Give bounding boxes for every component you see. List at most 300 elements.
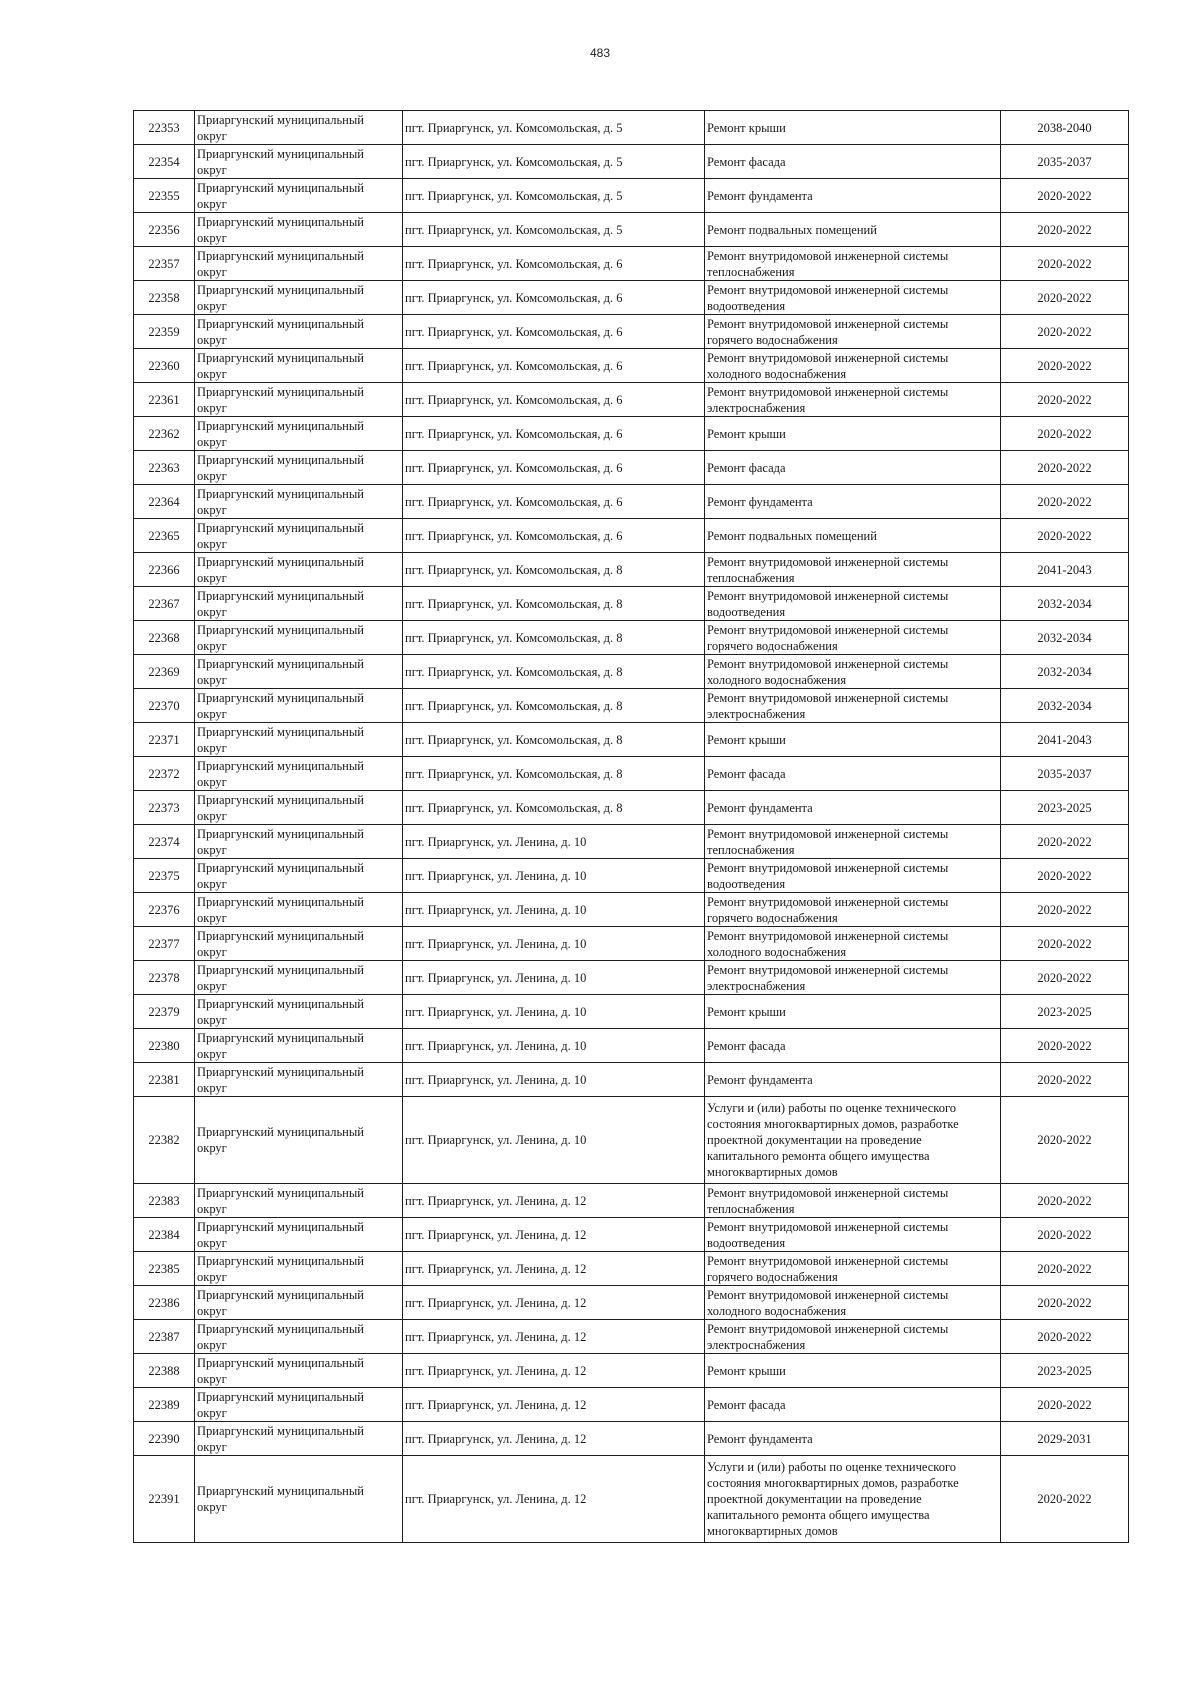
district-cell [195,417,403,451]
address-cell-text: пгт. Приаргунск, ул. Комсомольская, д. 5 [405,120,623,135]
district-cell-text: Приаргунский муниципальный округ [197,350,364,381]
district-cell-text: Приаргунский муниципальный округ [197,860,364,891]
address-cell-text: пгт. Приаргунск, ул. Ленина, д. 12 [405,1261,587,1276]
district-cell [195,1320,403,1354]
period-cell [1001,1252,1129,1286]
district-cell [195,553,403,587]
period-cell [1001,1218,1129,1252]
address-cell [403,825,705,859]
work-type-cell [705,587,1001,621]
district-cell-text: Приаргунский муниципальный округ [197,452,364,483]
district-cell-text: Приаргунский муниципальный округ [197,282,364,313]
period-cell [1001,893,1129,927]
work-type-cell-text: Ремонт фасада [707,154,786,169]
address-cell [403,1184,705,1218]
row-number [134,1286,195,1320]
work-type-cell-text: Ремонт крыши [707,426,786,441]
address-cell-text: пгт. Приаргунск, ул. Комсомольская, д. 8 [405,562,623,577]
district-cell-text: Приаргунский муниципальный округ [197,1185,364,1216]
address-cell [403,1252,705,1286]
address-cell-text: пгт. Приаргунск, ул. Ленина, д. 12 [405,1193,587,1208]
period-cell-text: 2029-2031 [1037,1431,1092,1446]
district-cell [195,247,403,281]
district-cell-text: Приаргунский муниципальный округ [197,996,364,1027]
row-number-text: 22383 [148,1193,180,1208]
row-number [134,1029,195,1063]
period-cell [1001,961,1129,995]
district-cell [195,179,403,213]
district-cell-text: Приаргунский муниципальный округ [197,248,364,279]
work-type-cell [705,1456,1001,1543]
period-cell-text: 2020-2022 [1037,1038,1092,1053]
district-cell-text: Приаргунский муниципальный округ [197,724,364,755]
row-number-text: 22380 [148,1038,180,1053]
work-type-cell-text: Ремонт подвальных помещений [707,222,877,237]
work-type-cell [705,519,1001,553]
district-cell [195,1097,403,1184]
district-cell [195,723,403,757]
address-cell [403,1218,705,1252]
address-cell-text: пгт. Приаргунск, ул. Ленина, д. 12 [405,1227,587,1242]
table-row [134,1218,1129,1252]
row-number [134,247,195,281]
table-row [134,1354,1129,1388]
district-cell [195,1029,403,1063]
row-number [134,587,195,621]
district-cell [195,1218,403,1252]
row-number-text: 22354 [148,154,180,169]
address-cell-text: пгт. Приаргунск, ул. Ленина, д. 10 [405,936,587,951]
work-type-cell [705,247,1001,281]
row-number [134,519,195,553]
work-type-cell [705,757,1001,791]
period-cell [1001,1063,1129,1097]
address-cell [403,281,705,315]
row-number-text: 22356 [148,222,180,237]
work-type-cell-text: Ремонт фасада [707,766,786,781]
row-number-text: 22382 [148,1133,180,1147]
work-type-cell [705,689,1001,723]
period-cell-text: 2032-2034 [1037,698,1092,713]
row-number [134,1252,195,1286]
row-number-text: 22376 [148,902,180,917]
district-cell [195,1354,403,1388]
period-cell-text: 2020-2022 [1037,290,1092,305]
district-cell [195,111,403,145]
address-cell-text: пгт. Приаргунск, ул. Комсомольская, д. 6 [405,426,623,441]
work-type-cell [705,1252,1001,1286]
district-cell-text: Приаргунский муниципальный округ [197,180,364,211]
address-cell-text: пгт. Приаргунск, ул. Ленина, д. 12 [405,1363,587,1378]
row-number-text: 22379 [148,1004,180,1019]
period-cell [1001,519,1129,553]
period-cell [1001,1388,1129,1422]
period-cell-text: 2023-2025 [1037,800,1092,815]
work-type-cell-text: Ремонт внутридомовой инженерной системы холодного водоснабжения [707,1287,949,1318]
district-cell-text: Приаргунский муниципальный округ [197,316,364,347]
period-cell [1001,1029,1129,1063]
work-type-cell [705,281,1001,315]
address-cell-text: пгт. Приаргунск, ул. Комсомольская, д. 6 [405,528,623,543]
row-number [134,1184,195,1218]
work-type-cell [705,723,1001,757]
period-cell-text: 2020-2022 [1037,426,1092,441]
row-number [134,893,195,927]
district-cell-text: Приаргунский муниципальный округ [197,1287,364,1318]
address-cell [403,111,705,145]
address-cell-text: пгт. Приаргунск, ул. Ленина, д. 12 [405,1492,587,1506]
district-cell-text: Приаргунский муниципальный округ [197,214,364,245]
row-number-text: 22372 [148,766,180,781]
district-cell [195,995,403,1029]
district-cell [195,145,403,179]
table-row [134,757,1129,791]
work-type-cell-text: Ремонт внутридомовой инженерной системы теплоснабжения [707,826,949,857]
period-cell-text: 2032-2034 [1037,596,1092,611]
work-type-cell [705,825,1001,859]
period-cell-text: 2020-2022 [1037,1193,1092,1208]
period-cell [1001,859,1129,893]
table-row [134,995,1129,1029]
period-cell-text: 2020-2022 [1037,358,1092,373]
address-cell [403,757,705,791]
address-cell [403,1029,705,1063]
work-type-cell-text: Ремонт фундамента [707,494,813,509]
district-cell-text: Приаргунский муниципальный округ [197,1219,364,1250]
district-cell [195,757,403,791]
row-number-text: 22355 [148,188,180,203]
row-number [134,1354,195,1388]
row-number-text: 22370 [148,698,180,713]
period-cell [1001,1422,1129,1456]
row-number-text: 22378 [148,970,180,985]
work-type-cell-text: Ремонт внутридомовой инженерной системы водоотведения [707,588,949,619]
row-number-text: 22366 [148,562,180,577]
district-cell-text: Приаргунский муниципальный округ [197,690,364,721]
period-cell-text: 2035-2037 [1037,154,1092,169]
district-cell-text: Приаргунский муниципальный округ [197,486,364,517]
period-cell-text: 2020-2022 [1037,256,1092,271]
work-type-cell-text: Ремонт фасада [707,460,786,475]
address-cell [403,213,705,247]
period-cell [1001,1456,1129,1543]
row-number [134,213,195,247]
row-number-text: 22386 [148,1295,180,1310]
row-number-text: 22377 [148,936,180,951]
work-type-cell-text: Ремонт фундамента [707,1072,813,1087]
work-type-cell [705,349,1001,383]
period-cell [1001,145,1129,179]
address-cell-text: пгт. Приаргунск, ул. Комсомольская, д. 6 [405,494,623,509]
table-row [134,1184,1129,1218]
work-type-cell-text: Ремонт фундамента [707,1431,813,1446]
period-cell [1001,1097,1129,1184]
work-schedule-table [133,110,1129,1543]
row-number-text: 22369 [148,664,180,679]
row-number [134,145,195,179]
row-number-text: 22368 [148,630,180,645]
work-type-cell [705,961,1001,995]
period-cell [1001,417,1129,451]
district-cell-text: Приаргунский муниципальный округ [197,1389,364,1420]
period-cell-text: 2038-2040 [1037,120,1092,135]
period-cell [1001,723,1129,757]
row-number-text: 22384 [148,1227,180,1242]
row-number [134,689,195,723]
work-type-cell [705,791,1001,825]
district-cell-text: Приаргунский муниципальный округ [197,758,364,789]
work-type-cell [705,179,1001,213]
district-cell [195,349,403,383]
period-cell [1001,451,1129,485]
address-cell [403,655,705,689]
work-type-cell-text: Ремонт внутридомовой инженерной системы горячего водоснабжения [707,622,949,653]
period-cell [1001,621,1129,655]
address-cell [403,927,705,961]
period-cell [1001,553,1129,587]
period-cell-text: 2020-2022 [1037,1295,1092,1310]
address-cell [403,1286,705,1320]
page-number: 483 [589,46,611,60]
district-cell [195,383,403,417]
address-cell-text: пгт. Приаргунск, ул. Комсомольская, д. 5 [405,154,623,169]
address-cell-text: пгт. Приаргунск, ул. Комсомольская, д. 5 [405,222,623,237]
table-row [134,1286,1129,1320]
work-type-cell-text: Ремонт крыши [707,1004,786,1019]
row-number-text: 22363 [148,460,180,475]
table-row [134,315,1129,349]
work-type-cell [705,859,1001,893]
work-type-cell-text: Ремонт фасада [707,1397,786,1412]
row-number [134,995,195,1029]
table-row [134,1388,1129,1422]
period-cell-text: 2023-2025 [1037,1004,1092,1019]
period-cell-text: 2041-2043 [1037,732,1092,747]
period-cell [1001,791,1129,825]
district-cell [195,1184,403,1218]
district-cell [195,1388,403,1422]
work-type-cell-text: Ремонт внутридомовой инженерной системы холодного водоснабжения [707,350,949,381]
work-type-cell-text: Ремонт внутридомовой инженерной системы горячего водоснабжения [707,1253,949,1284]
table-row [134,553,1129,587]
address-cell-text: пгт. Приаргунск, ул. Комсомольская, д. 5 [405,188,623,203]
district-cell-text: Приаргунский муниципальный округ [197,1355,364,1386]
table-row [134,1422,1129,1456]
period-cell-text: 2023-2025 [1037,1363,1092,1378]
period-cell-text: 2020-2022 [1037,392,1092,407]
work-type-cell-text: Ремонт внутридомовой инженерной системы горячего водоснабжения [707,894,949,925]
work-type-cell-text: Ремонт внутридомовой инженерной системы теплоснабжения [707,554,949,585]
district-cell [195,451,403,485]
district-cell [195,621,403,655]
district-cell-text: Приаргунский муниципальный округ [197,554,364,585]
district-cell [195,1422,403,1456]
table-row [134,145,1129,179]
period-cell-text: 2020-2022 [1037,1261,1092,1276]
address-cell [403,1320,705,1354]
work-type-cell-text: Ремонт внутридомовой инженерной системы холодного водоснабжения [707,928,949,959]
work-type-cell [705,213,1001,247]
row-number [134,859,195,893]
district-cell [195,1063,403,1097]
district-cell-text: Приаргунский муниципальный округ [197,384,364,415]
row-number-text: 22385 [148,1261,180,1276]
table-row [134,281,1129,315]
district-cell [195,791,403,825]
period-cell [1001,281,1129,315]
row-number [134,281,195,315]
row-number [134,791,195,825]
row-number [134,961,195,995]
period-cell [1001,689,1129,723]
district-cell-text: Приаргунский муниципальный округ [197,146,364,177]
address-cell-text: пгт. Приаргунск, ул. Ленина, д. 10 [405,902,587,917]
address-cell [403,451,705,485]
address-cell [403,1354,705,1388]
row-number-text: 22390 [148,1431,180,1446]
work-type-cell-text: Ремонт фасада [707,1038,786,1053]
address-cell-text: пгт. Приаргунск, ул. Комсомольская, д. 6 [405,460,623,475]
row-number-text: 22359 [148,324,180,339]
address-cell [403,1097,705,1184]
district-cell-text: Приаргунский муниципальный округ [197,928,364,959]
address-cell [403,689,705,723]
period-cell-text: 2020-2022 [1037,324,1092,339]
district-cell [195,927,403,961]
work-type-cell-text: Ремонт внутридомовой инженерной системы электроснабжения [707,384,949,415]
work-type-cell-text: Ремонт внутридомовой инженерной системы теплоснабжения [707,1185,949,1216]
row-number-text: 22373 [148,800,180,815]
period-cell [1001,655,1129,689]
table-row [134,417,1129,451]
table-row [134,1063,1129,1097]
row-number-text: 22374 [148,834,180,849]
period-cell-text: 2020-2022 [1037,970,1092,985]
work-type-cell-text: Ремонт крыши [707,732,786,747]
period-cell [1001,349,1129,383]
table-row [134,179,1129,213]
address-cell-text: пгт. Приаргунск, ул. Комсомольская, д. 6 [405,324,623,339]
table-row [134,859,1129,893]
row-number [134,825,195,859]
row-number [134,111,195,145]
row-number-text: 22362 [148,426,180,441]
district-cell [195,655,403,689]
district-cell-text: Приаргунский муниципальный округ [197,894,364,925]
work-type-cell-text: Ремонт фундамента [707,188,813,203]
address-cell [403,1388,705,1422]
work-type-cell-text: Ремонт внутридомовой инженерной системы электроснабжения [707,962,949,993]
row-number [134,1456,195,1543]
work-type-cell [705,315,1001,349]
address-cell-text: пгт. Приаргунск, ул. Комсомольская, д. 6 [405,358,623,373]
address-cell-text: пгт. Приаргунск, ул. Ленина, д. 12 [405,1295,587,1310]
work-type-cell [705,145,1001,179]
district-cell-text: Приаргунский муниципальный округ [197,1064,364,1095]
address-cell [403,587,705,621]
district-cell-text: Приаргунский муниципальный округ [197,418,364,449]
table-row [134,655,1129,689]
row-number [134,315,195,349]
work-type-cell [705,485,1001,519]
period-cell-text: 2020-2022 [1037,494,1092,509]
district-cell-text: Приаргунский муниципальный округ [197,962,364,993]
period-cell [1001,111,1129,145]
work-type-cell-text: Ремонт внутридомовой инженерной системы электроснабжения [707,1321,949,1352]
district-cell [195,519,403,553]
district-cell-text: Приаргунский муниципальный округ [197,520,364,551]
row-number-text: 22387 [148,1329,180,1344]
row-number [134,655,195,689]
address-cell-text: пгт. Приаргунск, ул. Комсомольская, д. 8 [405,664,623,679]
period-cell [1001,213,1129,247]
district-cell-text: Приаргунский муниципальный округ [197,1030,364,1061]
address-cell-text: пгт. Приаргунск, ул. Комсомольская, д. 6 [405,392,623,407]
work-type-cell-text: Услуги и (или) работы по оценке технического состояния многоквартирных домов, разработке проектной документации на проведение капитального ремонта общего имущества многоквартирных домов [707,1460,959,1538]
period-cell-text: 2020-2022 [1037,868,1092,883]
period-cell [1001,1184,1129,1218]
table-row [134,349,1129,383]
row-number-text: 22388 [148,1363,180,1378]
table-row [134,1029,1129,1063]
address-cell-text: пгт. Приаргунск, ул. Комсомольская, д. 8 [405,630,623,645]
district-cell [195,893,403,927]
district-cell [195,689,403,723]
row-number [134,417,195,451]
address-cell-text: пгт. Приаргунск, ул. Комсомольская, д. 6 [405,256,623,271]
table-row [134,1320,1129,1354]
table-row [134,247,1129,281]
row-number-text: 22360 [148,358,180,373]
address-cell-text: пгт. Приаргунск, ул. Ленина, д. 10 [405,1133,587,1147]
table-row [134,893,1129,927]
table-row [134,587,1129,621]
period-cell [1001,383,1129,417]
row-number-text: 22367 [148,596,180,611]
row-number-text: 22357 [148,256,180,271]
period-cell-text: 2020-2022 [1037,528,1092,543]
work-type-cell [705,621,1001,655]
table-row [134,451,1129,485]
address-cell-text: пгт. Приаргунск, ул. Комсомольская, д. 6 [405,290,623,305]
work-type-cell-text: Ремонт внутридомовой инженерной системы водоотведения [707,282,949,313]
address-cell-text: пгт. Приаргунск, ул. Ленина, д. 10 [405,1004,587,1019]
work-type-cell [705,927,1001,961]
period-cell-text: 2020-2022 [1037,936,1092,951]
period-cell [1001,587,1129,621]
address-cell-text: пгт. Приаргунск, ул. Комсомольская, д. 8 [405,698,623,713]
address-cell [403,553,705,587]
address-cell-text: пгт. Приаргунск, ул. Ленина, д. 12 [405,1397,587,1412]
period-cell [1001,179,1129,213]
work-type-cell [705,417,1001,451]
address-cell-text: пгт. Приаргунск, ул. Ленина, д. 12 [405,1329,587,1344]
period-cell [1001,247,1129,281]
period-cell [1001,1286,1129,1320]
address-cell-text: пгт. Приаргунск, ул. Ленина, д. 12 [405,1431,587,1446]
address-cell [403,893,705,927]
table-row [134,1097,1129,1184]
period-cell [1001,315,1129,349]
address-cell [403,417,705,451]
row-number [134,927,195,961]
table-row [134,825,1129,859]
district-cell-text: Приаргунский муниципальный округ [197,826,364,857]
work-type-cell [705,111,1001,145]
work-type-cell [705,1097,1001,1184]
district-cell-text: Приаргунский муниципальный округ [197,1125,364,1155]
address-cell [403,247,705,281]
